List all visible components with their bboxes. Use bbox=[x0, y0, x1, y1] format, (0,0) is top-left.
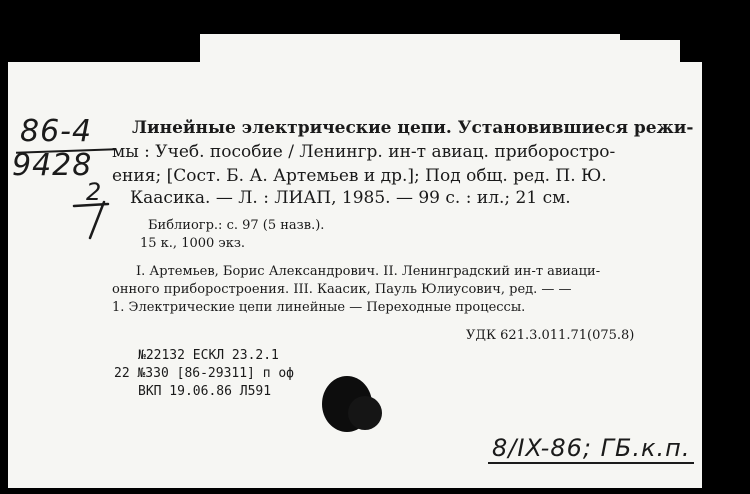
title-line-1: Линейные электрические цепи. Установившиеся режи- bbox=[132, 118, 694, 138]
handwritten-date: 8/IX-86; ГБ.к.п. bbox=[492, 434, 691, 462]
handwritten-underline bbox=[488, 462, 694, 464]
ink-blot bbox=[348, 396, 382, 430]
call-number-bottom: 9428 bbox=[12, 148, 93, 183]
pen-stroke-icon bbox=[68, 186, 128, 246]
record-line-2: 22 №330 [86-29311] п оф bbox=[114, 366, 295, 381]
title-line-4: Каасика. — Л. : ЛИАП, 1985. — 99 с. : ил.; 21 см. bbox=[130, 188, 571, 208]
record-line-3: ВКП 19.06.86 Л591 bbox=[138, 384, 272, 399]
tracing-line-2: онного приборостроения. III. Каасик, Пауль Юлиусович, ред. — — bbox=[112, 282, 572, 297]
price-run-note: 15 к., 1000 экз. bbox=[140, 236, 246, 251]
bibliography-note: Библиогр.: с. 97 (5 назв.). bbox=[148, 218, 325, 233]
udc-code: УДК 621.3.011.71(075.8) bbox=[466, 328, 635, 343]
tracing-line-1: I. Артемьев, Борис Александрович. II. Ленинградский ин-т авиаци- bbox=[136, 264, 601, 279]
title-line-2: мы : Учеб. пособие / Ленингр. ин-т авиац. приборостро- bbox=[112, 142, 616, 162]
tracing-line-3: 1. Электрические цепи линейные — Переходные процессы. bbox=[112, 300, 526, 315]
title-line-3: ения; [Сост. Б. А. Артемьев и др.]; Под общ. ред. П. Ю. bbox=[112, 166, 607, 186]
record-line-1: №22132 ЕСКЛ 23.2.1 bbox=[138, 348, 279, 363]
call-number-top: 86-4 bbox=[20, 114, 93, 149]
volume-mark: 2 bbox=[86, 178, 103, 206]
